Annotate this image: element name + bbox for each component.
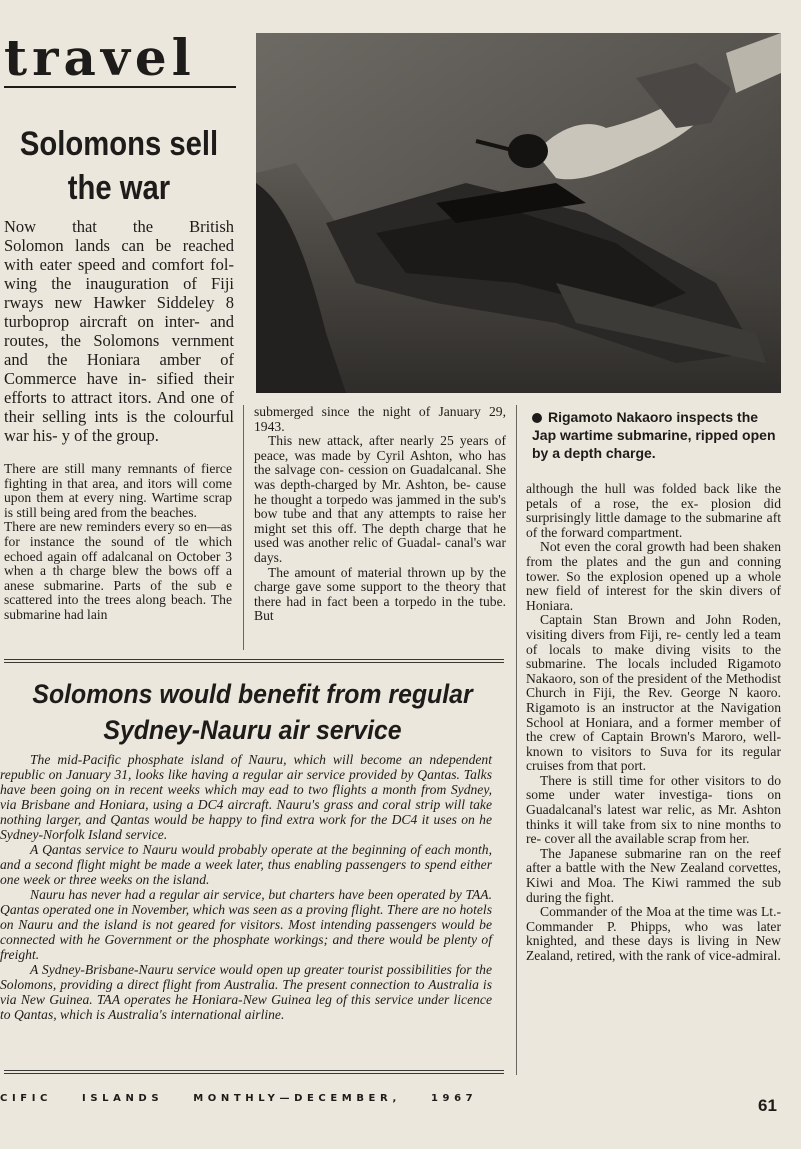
headline-line-1: Solomons sell xyxy=(19,125,219,163)
body-paragraph: There are new reminders every so en—as for instance the sound of tle which echoed again off adalcanal on October 3 when a th charge blew the bows off a anese submarine. Parts of the sub e scattered into the trees along beach. The submarine had lain xyxy=(4,519,232,622)
body-paragraph: The mid-Pacific phosphate island of Nauru, which will become an ndependent republic on January 31, looks like having a regular air service provided by Qantas. Talks have been going on in recent weeks which may ead to two flights a month from Sydney, via Brisbane and Honiara, using a DC4 aircraft. Nauru's grass and coral strip will take nothing larger, and Qantas would be happy to find extra work for the DC4 it uses on he Sydney-Norfolk Island service. xyxy=(0,752,492,842)
article2-body xyxy=(0,752,492,1022)
section-rule xyxy=(4,659,504,663)
body-paragraph: The Japanese submarine ran on the reef after a battle with the New Zealand corvettes, Kiwi and Moa. The Kiwi rammed the sub during the fight. xyxy=(526,845,781,905)
caption-bullet-icon xyxy=(532,413,542,423)
article-column-1 xyxy=(4,462,232,623)
body-paragraph: There are still many remnants of fierce fighting in that area, and itors will come upon them at every ning. Wartime scrap is still being ared from the beaches. xyxy=(4,461,232,520)
article-column-2 xyxy=(254,405,506,624)
body-paragraph: Not even the coral growth had been shaken from the plates and the gun and conning tower. So the explosion opened up a whole new field of interest for the skin divers of Honiara. xyxy=(526,539,781,613)
body-paragraph: Nauru has never had a regular air service, but charters have been operated by TAA. Qantas operated one in November, which was seen as a proving flight. There are no hotels on Nauru and the island is not geared for visitors. Most intending passengers would be connected with he Government or the phosphate workings; and there would be plenty of freight. xyxy=(0,887,492,962)
footer-rule xyxy=(4,1070,504,1074)
column-divider xyxy=(243,405,244,650)
page-number: 61 xyxy=(758,1096,777,1115)
photo-caption xyxy=(532,408,785,462)
lead-paragraph: Now that the British Solomon lands can be reached with eater speed and comfort fol- wing the inauguration of Fiji rways new Hawker Siddeley 8 turboprop aircraft on inter- and routes, the Solomons vernment and the Honiara amber of Commerce have in- sified their efforts to attract itors. And one of their selling ints is the colourful war his- y of the group. xyxy=(4,217,234,445)
body-paragraph: There is still time for other visitors to do some under water investiga- tions on Guadalcanal's latest war relic, as Mr. Ashton thinks it will take from six to nine months to re- cover all the available scrap from her. xyxy=(526,772,781,847)
article-column-3 xyxy=(526,482,781,964)
section-heading xyxy=(4,30,236,88)
article-headline xyxy=(17,122,222,210)
headline-line-2: the war xyxy=(67,169,171,207)
diver-submarine-image xyxy=(256,33,781,393)
headline-line-1: Solomons would benefit from regular xyxy=(32,679,473,709)
section-title: travel xyxy=(4,28,196,87)
caption-text: Rigamoto Nakaoro inspects the Jap wartime submarine, ripped open by a depth charge. xyxy=(532,409,776,461)
submarine-photo xyxy=(256,33,781,393)
article2-headline xyxy=(20,676,485,748)
body-paragraph: A Qantas service to Nauru would probably operate at the beginning of each month, and a second flight might be made a week later, thus enabling passengers to spend either one week or three weeks on the island. xyxy=(0,842,492,887)
body-paragraph: A Sydney-Brisbane-Nauru service would open up greater tourist possibilities for the Solomons, providing a direct flight from Australia. The present connection to Australia is via New Guinea. TAA operates he Honiara-New Guinea leg of this service under licence to Qantas, which is Australia's international airline. xyxy=(0,962,492,1022)
column-divider xyxy=(516,405,517,1075)
article-lead xyxy=(4,217,234,445)
body-paragraph: submerged since the night of January 29, 1943. xyxy=(254,404,506,434)
running-footer: CIFIC ISLANDS MONTHLY—DECEMBER, 1967 xyxy=(0,1093,478,1104)
body-paragraph: Commander of the Moa at the time was Lt.-Commander P. Phipps, who was later knighted, and these days is living in New Zealand, retired, with the rank of vice-admiral. xyxy=(526,904,781,963)
headline-line-2: Sydney-Nauru air service xyxy=(103,715,402,745)
body-paragraph: Captain Stan Brown and John Roden, visiting divers from Fiji, re- cently led a team of locals to make diving visits to the submarine. The locals included Rigamoto Nakaoro, son of the president of the Methodist Church in Fiji, the Rev. George N kaoro. Rigamoto is an instructor at the Navigation School at Honiara, and a former member of the crew of Captain Brown's Maroro, well- known to visitors to Suva for its regular cruises from that port. xyxy=(526,612,781,774)
body-paragraph: This new attack, after nearly 25 years of peace, was made by Cyril Ashton, who has the salvage con- cession on Guadalcanal. She was depth-charged by Mr. Ashton, be- cause he thought a torpedo was jammed in the sub's bow tube and that any attempts to raise her might set this off. The depth charge that he used was another relic of Guadal- canal's war days. xyxy=(254,433,506,565)
body-paragraph: although the hull was folded back like the petals of a rose, the ex- plosion did surprisingly little damage to the submarine aft of the forward compartment. xyxy=(526,481,781,540)
body-paragraph: The amount of material thrown up by the charge gave some support to the theory that there had in fact been a torpedo in the tube. But xyxy=(254,564,506,624)
